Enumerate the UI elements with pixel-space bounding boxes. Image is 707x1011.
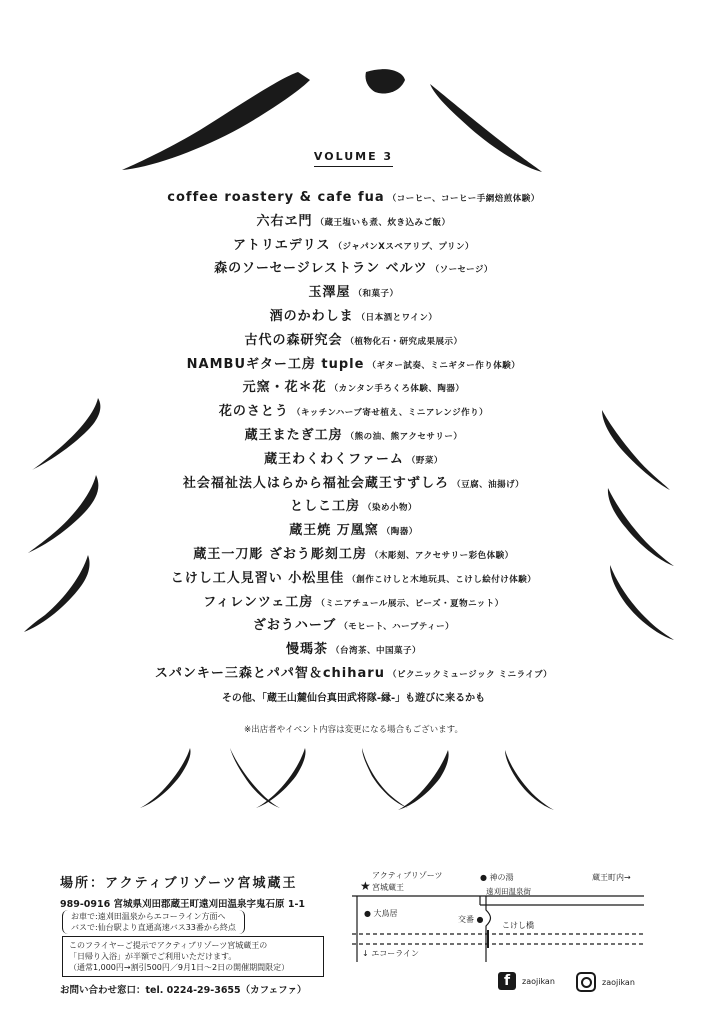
map-echo-line: ↓ エコーライン: [362, 949, 420, 958]
exhibitor-desc: （ソーセージ）: [430, 265, 493, 276]
volume-label: VOLUME 3: [0, 150, 707, 163]
list-item: [0, 374, 707, 398]
list-item: [0, 255, 707, 279]
exhibitor-desc: （熊の油、熊アクセサリー）: [345, 431, 463, 442]
list-item: [0, 565, 707, 589]
list-item: [0, 470, 707, 494]
facebook-handle: zaojikan: [522, 976, 555, 986]
exhibitor-desc: （日本酒とワイン）: [356, 312, 438, 323]
exhibitor-desc: （ギター試奏、ミニギター作り体験）: [367, 360, 521, 371]
exhibitor-name: 社会福祉法人はらから福祉会蔵王すずしろ: [182, 475, 450, 491]
exhibitor-name: フィレンツェ工房: [203, 594, 314, 610]
map-police-box: 交番 ●: [458, 915, 484, 924]
facebook-icon: f: [498, 972, 516, 990]
map-resort-label-1: アクティブリゾーツ: [372, 871, 443, 880]
access-car: お車で:遠刈田温泉からエコーライン方面へ: [71, 912, 226, 921]
exhibitor-desc: （台湾茶、中国菓子）: [331, 646, 422, 657]
instagram-handle: zaojikan: [602, 977, 635, 987]
exhibitor-name: アトリエデリス: [232, 237, 331, 253]
list-item: [0, 327, 707, 351]
exhibitor-name: 蔵王一刀彫 ざおう彫刻工房: [193, 546, 367, 562]
list-item: [0, 422, 707, 446]
contact-info: お問い合わせ窓口：tel. 0224-29-3655（カフェファ）: [60, 985, 307, 996]
exhibitor-desc: （和菓子）: [353, 289, 399, 300]
exhibitor-desc: （木彫刻、アクセサリー彩色体験）: [369, 550, 514, 561]
exhibitor-desc: （豆腐、油揚げ）: [452, 479, 525, 490]
list-item: [0, 660, 707, 684]
exhibitor-desc: （コーヒー、コーヒー手網焙煎体験）: [387, 194, 540, 204]
bottom-stroke-5: [398, 750, 449, 810]
map-otoriya: ● 大鳥居: [364, 909, 398, 918]
exhibitor-desc: （ミニアチュール展示、ビーズ・夏物ニット）: [316, 598, 504, 609]
exhibitor-name: 蔵王またぎ工房: [244, 427, 343, 443]
exhibitor-name: 玉澤屋: [308, 285, 351, 301]
exhibitor-desc: （ピクニックミュージック ミニライブ）: [387, 669, 553, 680]
exhibitor-desc: （創作こけしと木地玩具、こけし絵付け体験）: [347, 574, 537, 585]
map-resort-label-2: 宮城蔵王: [372, 883, 404, 892]
exhibitor-name: coffee roastery & cafe fua: [167, 190, 385, 205]
exhibitor-name: 蔵王わくわくファーム: [264, 451, 404, 467]
exhibitor-name: 蔵王焼 万凰窯: [289, 523, 379, 539]
exhibitor-name: スパンキー三森とパパ智＆chiharu: [154, 665, 385, 681]
exhibitor-name: こけし工人見習い 小松里佳: [170, 570, 345, 586]
star-icon: ★: [360, 879, 371, 893]
exhibitor-desc: （染め小物）: [363, 503, 418, 514]
map-zao-town: 蔵王町内→: [592, 873, 631, 882]
map-kaminoyu: ● 神の湯: [480, 873, 514, 882]
list-item: [0, 208, 707, 232]
list-item: [0, 612, 707, 636]
list-item: [0, 493, 707, 517]
top-center-dot: [365, 69, 405, 93]
list-item: [0, 232, 707, 256]
access-map: [352, 868, 644, 964]
exhibitor-desc: （カンタン手ろくろ体験、陶器）: [329, 384, 465, 395]
change-notice: ※出店者やイベント内容は変更になる場合もございます。: [244, 725, 463, 735]
bottom-stroke-3: [256, 748, 306, 808]
exhibitor-desc: （蔵王塩いも煮、炊き込みご飯）: [315, 217, 451, 228]
list-item: [0, 517, 707, 541]
list-item: [0, 279, 707, 303]
exhibitor-desc: （キッチンハーブ寄せ植え、ミニアレンジ作り）: [291, 408, 489, 419]
facebook-link[interactable]: [498, 972, 555, 990]
discount-line: （通常1,000円→割引500円／9月1日～2日の開催期間限定）: [69, 963, 290, 972]
exhibitor-name: としこ工房: [289, 499, 360, 515]
map-onsen-street: 遠刈田温泉街: [486, 887, 531, 896]
list-item: [0, 446, 707, 470]
list-item: [0, 303, 707, 327]
discount-line: 「日帰り入浴」が半額でご利用いただけます。: [69, 952, 237, 961]
instagram-icon: [576, 972, 596, 992]
list-item: [0, 398, 707, 422]
exhibitor-desc: （ジャパンXスペアリブ、プリン）: [333, 241, 474, 252]
list-item: [0, 541, 707, 565]
bottom-stroke-4: [362, 748, 408, 808]
exhibitor-name: ざおうハーブ: [252, 618, 337, 634]
exhibitor-name: 古代の森研究会: [244, 332, 343, 348]
bottom-stroke-1: [140, 748, 191, 808]
list-item: [0, 351, 707, 375]
exhibitor-desc: （野菜）: [406, 455, 443, 466]
exhibitor-name: 森のソーセージレストラン ベルツ: [214, 261, 428, 277]
list-item: [0, 184, 707, 208]
other-guests-text: その他、「蔵王山麓仙台真田武将隊-縁-」も遊びに来るかも: [221, 693, 486, 704]
venue-title: 場所：アクティブリゾーツ宮城蔵王: [60, 876, 298, 891]
exhibitor-name: 慢瑪茶: [285, 642, 328, 658]
discount-line: このフライヤーご提示でアクティブリゾーツ宮城蔵王の: [69, 941, 268, 950]
exhibitor-name: NAMBUギター工房 tuple: [186, 356, 365, 372]
exhibitor-desc: （陶器）: [381, 527, 418, 538]
exhibitor-name: 花のさとう: [218, 404, 289, 420]
side-road: [486, 896, 491, 962]
exhibitor-name: 元窯・花＊花: [242, 380, 327, 396]
bottom-stroke-6: [505, 750, 554, 810]
exhibitor-name: 酒のかわしま: [269, 308, 354, 324]
discount-box: [62, 936, 324, 977]
map-kokeshi-bridge: こけし橋: [502, 921, 534, 930]
instagram-link[interactable]: [576, 972, 635, 992]
access-info: [62, 910, 245, 934]
exhibitor-desc: （モヒート、ハーブティー）: [339, 622, 455, 633]
exhibitor-desc: （植物化石・研究成果展示）: [345, 336, 463, 347]
list-item: [0, 589, 707, 613]
exhibitor-list: [0, 184, 707, 684]
access-bus: バスで:仙台駅より直通高速バス33番から終点: [71, 923, 236, 932]
list-item: [0, 636, 707, 660]
venue-address: 989-0916 宮城県刈田郡蔵王町遠刈田温泉字鬼石原 1-1: [60, 899, 305, 910]
exhibitor-name: 六右ヱ門: [256, 213, 313, 229]
